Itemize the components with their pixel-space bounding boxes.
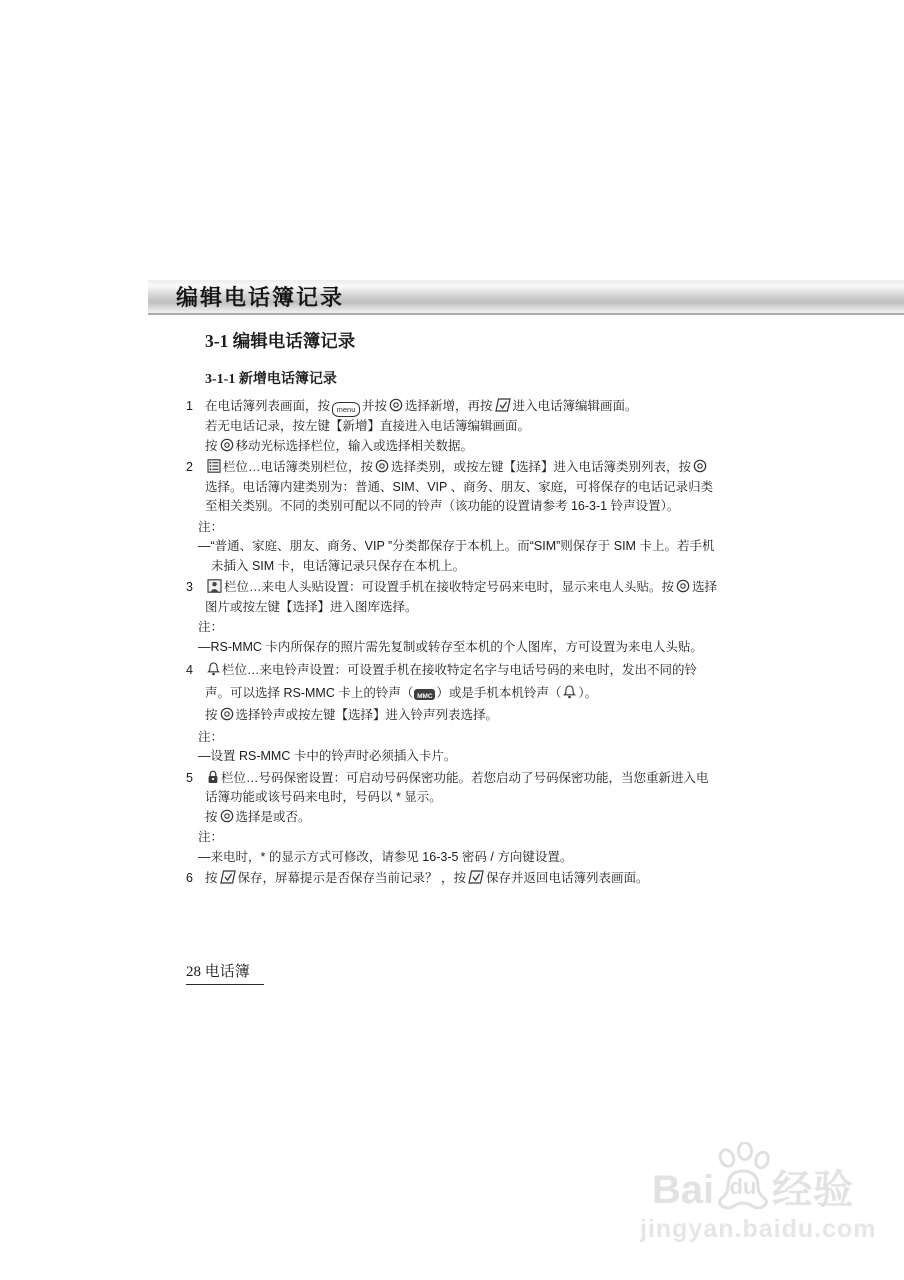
step-text: 在电话簿列表画面，按 menu 并按 选择新增，再按 进入电话簿编辑画面。 若无电话记录，按左键【新增】直接进入电话簿编辑画面。 按 移动光标选择栏位，输入或选择相关数据。	[205, 399, 638, 453]
page-content	[186, 320, 720, 889]
note-label: 注：	[198, 519, 224, 534]
note-label: 注：	[198, 620, 224, 634]
note-label: 注：	[198, 830, 224, 844]
step-text: 栏位…号码保密设置：可启动号码保密功能。若您启动了号码保密功能，当您重新进入电话簿功能或该号码来电时，号码以 * 显示。 按 选择是或否。	[205, 770, 709, 824]
step-number: 5	[186, 770, 193, 785]
nav-key-icon	[220, 438, 234, 452]
chapter-banner-title: 编辑电话簿记录	[176, 285, 345, 310]
step-text: 栏位…电话簿类别栏位，按 选择类别，或按左键【选择】进入电话簿类别列表，按选择。电话簿内建类别为：普通、SIM、VIP 、商务、朋友、家庭，可将保存的电话记录归类至相关类别。不同的类别可配以不同的铃声（该功能的设置请参考 16-3-1 铃声设置）。	[205, 460, 714, 513]
note-block	[198, 828, 720, 867]
confirm-key-icon	[468, 870, 484, 884]
step-number: 6	[186, 871, 193, 885]
step-3	[186, 578, 720, 617]
watermark-text-bai: Bai	[651, 1168, 715, 1212]
watermark-text-du: du	[729, 1174, 757, 1199]
note-text: —“普通、家庭、朋友、商务、VIP ”分类都保存于本机上。而“SIM”则保存于 SIM 卡上。若手机未插入 SIM 卡，电话簿记录只保存在本机上。	[198, 539, 715, 573]
lock-field-icon	[207, 770, 219, 784]
note-label: 注：	[198, 729, 224, 744]
note-text: —来电时，* 的显示方式可修改，请参见 16-3-5 密码 / 方向键设置。	[198, 849, 573, 864]
step-number: 2	[186, 460, 193, 474]
section-title: 3-1 编辑电话簿记录	[205, 331, 356, 351]
note-text: —设置 RS-MMC 卡中的铃声时必须插入卡片。	[198, 749, 457, 763]
confirm-key-icon	[220, 870, 236, 884]
mmc-card-icon: MMC	[414, 689, 435, 700]
note-block	[198, 518, 720, 577]
page-footer: 28 电话簿	[186, 960, 264, 985]
subsection-title: 3-1-1 新增电话簿记录	[205, 372, 337, 387]
nav-key-icon	[693, 459, 707, 473]
watermark-text-jingyan: 经验	[772, 1168, 855, 1212]
step-2	[186, 458, 720, 517]
step-number: 4	[186, 663, 193, 677]
nav-key-icon	[676, 579, 690, 593]
category-field-icon	[207, 459, 221, 473]
menu-key-icon: menu	[332, 402, 360, 417]
ringtone-field-icon	[207, 662, 220, 676]
step-text: 按 保存，屏幕提示是否保存当前记录？ ，按 保存并返回电话簿列表画面。	[205, 871, 649, 885]
step-1	[186, 397, 720, 456]
nav-key-icon	[389, 398, 403, 412]
step-number: 3	[186, 580, 193, 594]
watermark-logo	[640, 1142, 866, 1212]
step-number: 1	[186, 399, 193, 413]
bell-icon	[563, 685, 576, 699]
watermark-url: jingyan.baidu.com	[640, 1215, 877, 1243]
caller-photo-field-icon	[207, 579, 222, 593]
nav-key-icon	[220, 707, 234, 721]
step-text: 栏位…来电铃声设置：可设置手机在接收特定名字与电话号码的来电时，发出不同的铃声。可以选择 RS-MMC 卡上的铃声（ MMC ）或是手机本机铃声（ ）。 按 选择铃声或按左键【选择】进入铃声列表选择。	[205, 663, 698, 722]
nav-key-icon	[220, 809, 234, 823]
baidu-paw-icon	[714, 1142, 772, 1212]
note-block	[198, 618, 720, 657]
step-6	[186, 869, 720, 889]
confirm-key-icon	[495, 398, 511, 412]
step-5	[186, 769, 720, 828]
baidu-jingyan-watermark	[640, 1142, 877, 1244]
step-text: 栏位…来电人头贴设置：可设置手机在接收特定号码来电时，显示来电人头贴。按 选择图片或按左键【选择】进入图库选择。	[205, 580, 718, 614]
chapter-banner	[148, 280, 904, 315]
step-4	[186, 659, 720, 727]
note-block	[198, 728, 720, 767]
note-text: —RS-MMC 卡内所保存的照片需先复制或转存至本机的个人图库，方可设置为来电人头贴。	[198, 639, 703, 654]
nav-key-icon	[375, 459, 389, 473]
